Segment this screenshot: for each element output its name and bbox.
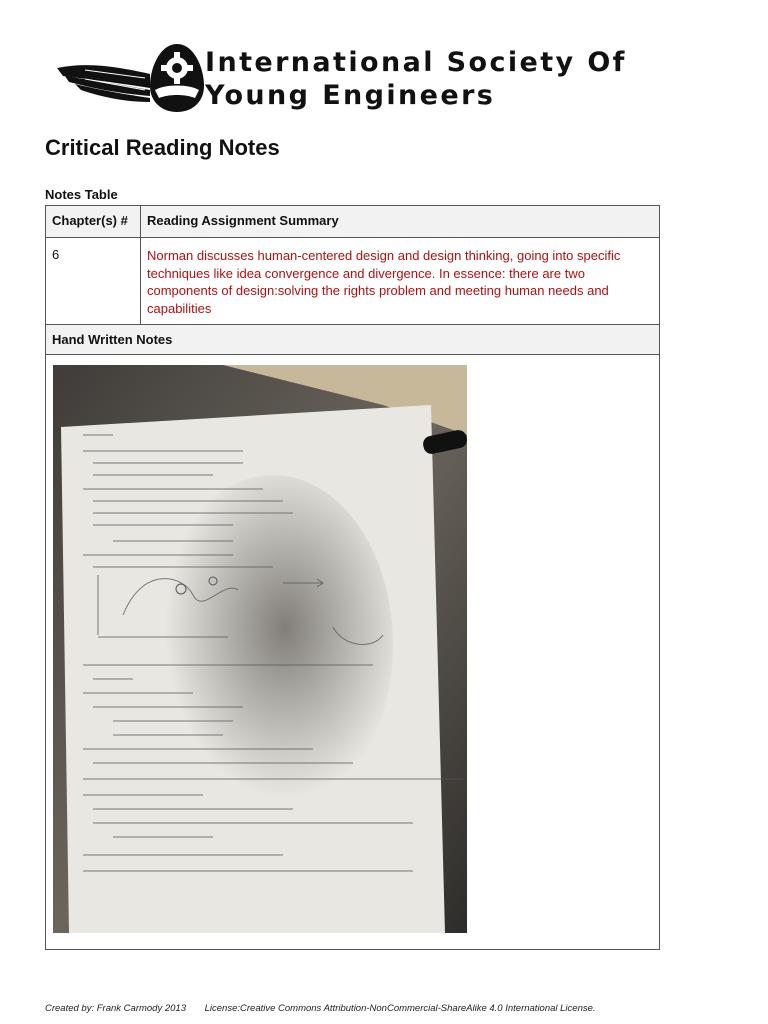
- org-name-line1: International Society Of: [205, 47, 627, 78]
- chapter-number: 6: [46, 238, 141, 325]
- table-caption: Notes Table: [45, 187, 118, 202]
- table-header-row: [46, 206, 660, 238]
- handwritten-notes-photo: [53, 365, 467, 933]
- footer-credit: Created by: Frank Carmody 2013: [45, 1003, 186, 1014]
- notes-table: [45, 205, 660, 950]
- table-row: [46, 238, 660, 325]
- footer-license: License:Creative Commons Attribution-NonCommercial-ShareAlike 4.0 International License.: [204, 1003, 596, 1014]
- handwritten-photo-row: [46, 355, 660, 950]
- organization-name: [205, 46, 627, 112]
- page-title: Critical Reading Notes: [45, 135, 280, 160]
- org-name-line2: Young Engineers: [205, 80, 496, 111]
- winged-gear-logo-icon: [55, 40, 205, 115]
- handwritten-notes-header: Hand Written Notes: [46, 325, 660, 355]
- handwritten-header-row: [46, 325, 660, 355]
- handwritten-photo-cell: [46, 355, 660, 950]
- footer: [45, 1003, 596, 1014]
- reading-summary: Norman discusses human-centered design and design thinking, going into specific techniques like idea convergence and divergence. In essence: there are two components of design:solving the rights problem and meeting human needs and capabilities: [141, 238, 660, 325]
- chapter-column-header: Chapter(s) #: [46, 206, 141, 238]
- summary-column-header: Reading Assignment Summary: [141, 206, 660, 238]
